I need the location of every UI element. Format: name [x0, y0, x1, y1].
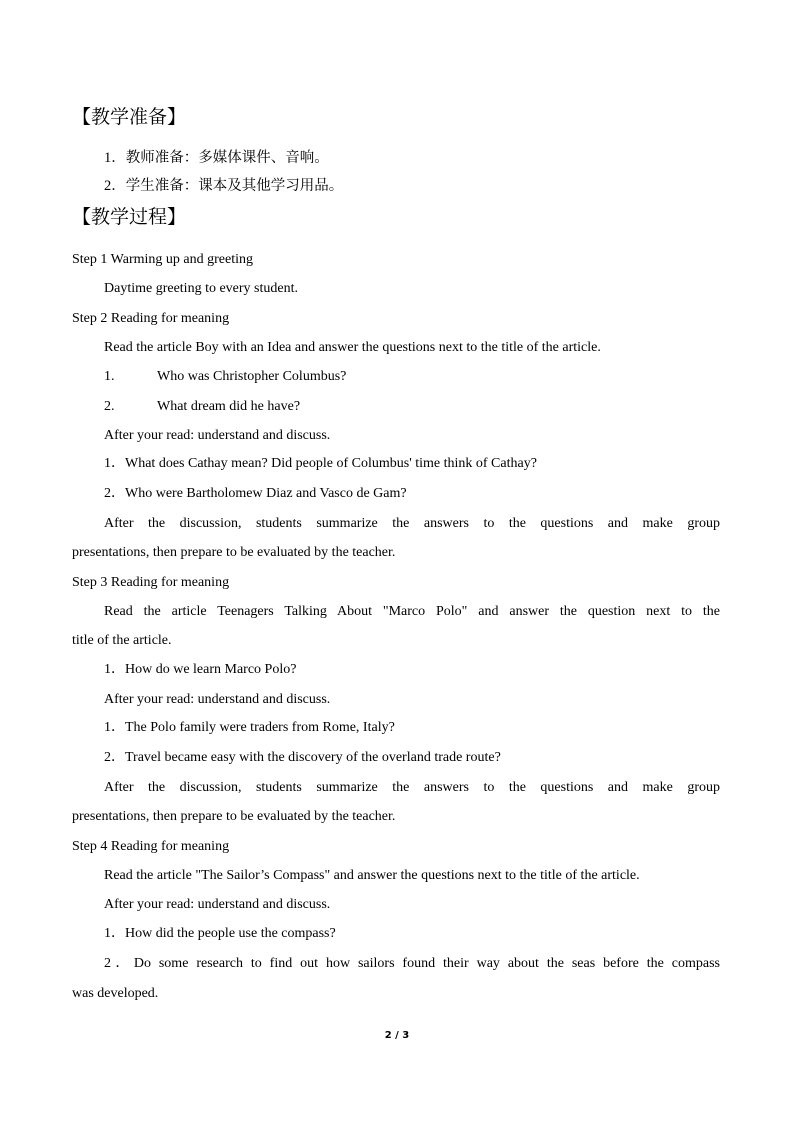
step4-intro: Read the article "The Sailor’s Compass" and answer the questions next to the title of the article. — [104, 868, 640, 883]
step3-discussion-1: 1．The Polo family were traders from Rome, Italy? — [104, 720, 395, 735]
step3-summary-line1: After the discussion, students summarize the answers to the questions and make group — [104, 780, 720, 795]
question-number: 1. — [104, 369, 115, 384]
question-text: What dream did he have? — [157, 399, 301, 414]
step4-after: After your read: understand and discuss. — [104, 897, 331, 912]
step4-discussion-1: 1．How did the people use the compass? — [104, 926, 336, 941]
step3-after: After your read: understand and discuss. — [104, 692, 331, 707]
step2-question-2 — [104, 399, 720, 415]
prep-item-student: 2．学生准备：课本及其他学习用品。 — [104, 178, 344, 194]
question-number: 2. — [104, 399, 115, 414]
section-heading-prep: 【教学准备】 — [72, 106, 187, 128]
step2-question-1 — [104, 369, 720, 385]
step2-after: After your read: understand and discuss. — [104, 428, 331, 443]
step3-question-1: 1．How do we learn Marco Polo? — [104, 662, 297, 677]
step2-discussion-1: 1．What does Cathay mean? Did people of Columbus' time think of Cathay? — [104, 456, 537, 471]
question-text: Who was Christopher Columbus? — [157, 369, 347, 384]
step1-title: Step 1 Warming up and greeting — [72, 252, 253, 267]
step2-title: Step 2 Reading for meaning — [72, 311, 230, 326]
step2-intro: Read the article Boy with an Idea and answer the questions next to the title of the article. — [104, 340, 601, 355]
step3-summary-line2: presentations, then prepare to be evaluated by the teacher. — [72, 809, 396, 824]
step1-text: Daytime greeting to every student. — [104, 281, 298, 296]
step4-discussion-2-line2: was developed. — [72, 986, 159, 1001]
step3-discussion-2: 2．Travel became easy with the discovery of the overland trade route? — [104, 750, 501, 765]
step2-summary-line2: presentations, then prepare to be evaluated by the teacher. — [72, 545, 396, 560]
step3-intro-line1: Read the article Teenagers Talking About "Marco Polo" and answer the question next to the — [104, 604, 720, 619]
step2-discussion-2: 2．Who were Bartholomew Diaz and Vasco de Gam? — [104, 486, 407, 501]
prep-item-teacher: 1．教师准备：多媒体课件、音响。 — [104, 150, 329, 166]
page-number: 2 / 3 — [384, 1030, 410, 1041]
step4-title: Step 4 Reading for meaning — [72, 839, 230, 854]
step2-summary-line1: After the discussion, students summarize the answers to the questions and make group — [104, 516, 720, 531]
step4-discussion-2-line1: 2．Do some research to find out how sailors found their way about the seas before the compass — [104, 956, 720, 971]
section-heading-process: 【教学过程】 — [72, 206, 187, 228]
step3-title: Step 3 Reading for meaning — [72, 575, 230, 590]
step3-intro-line2: title of the article. — [72, 633, 172, 648]
